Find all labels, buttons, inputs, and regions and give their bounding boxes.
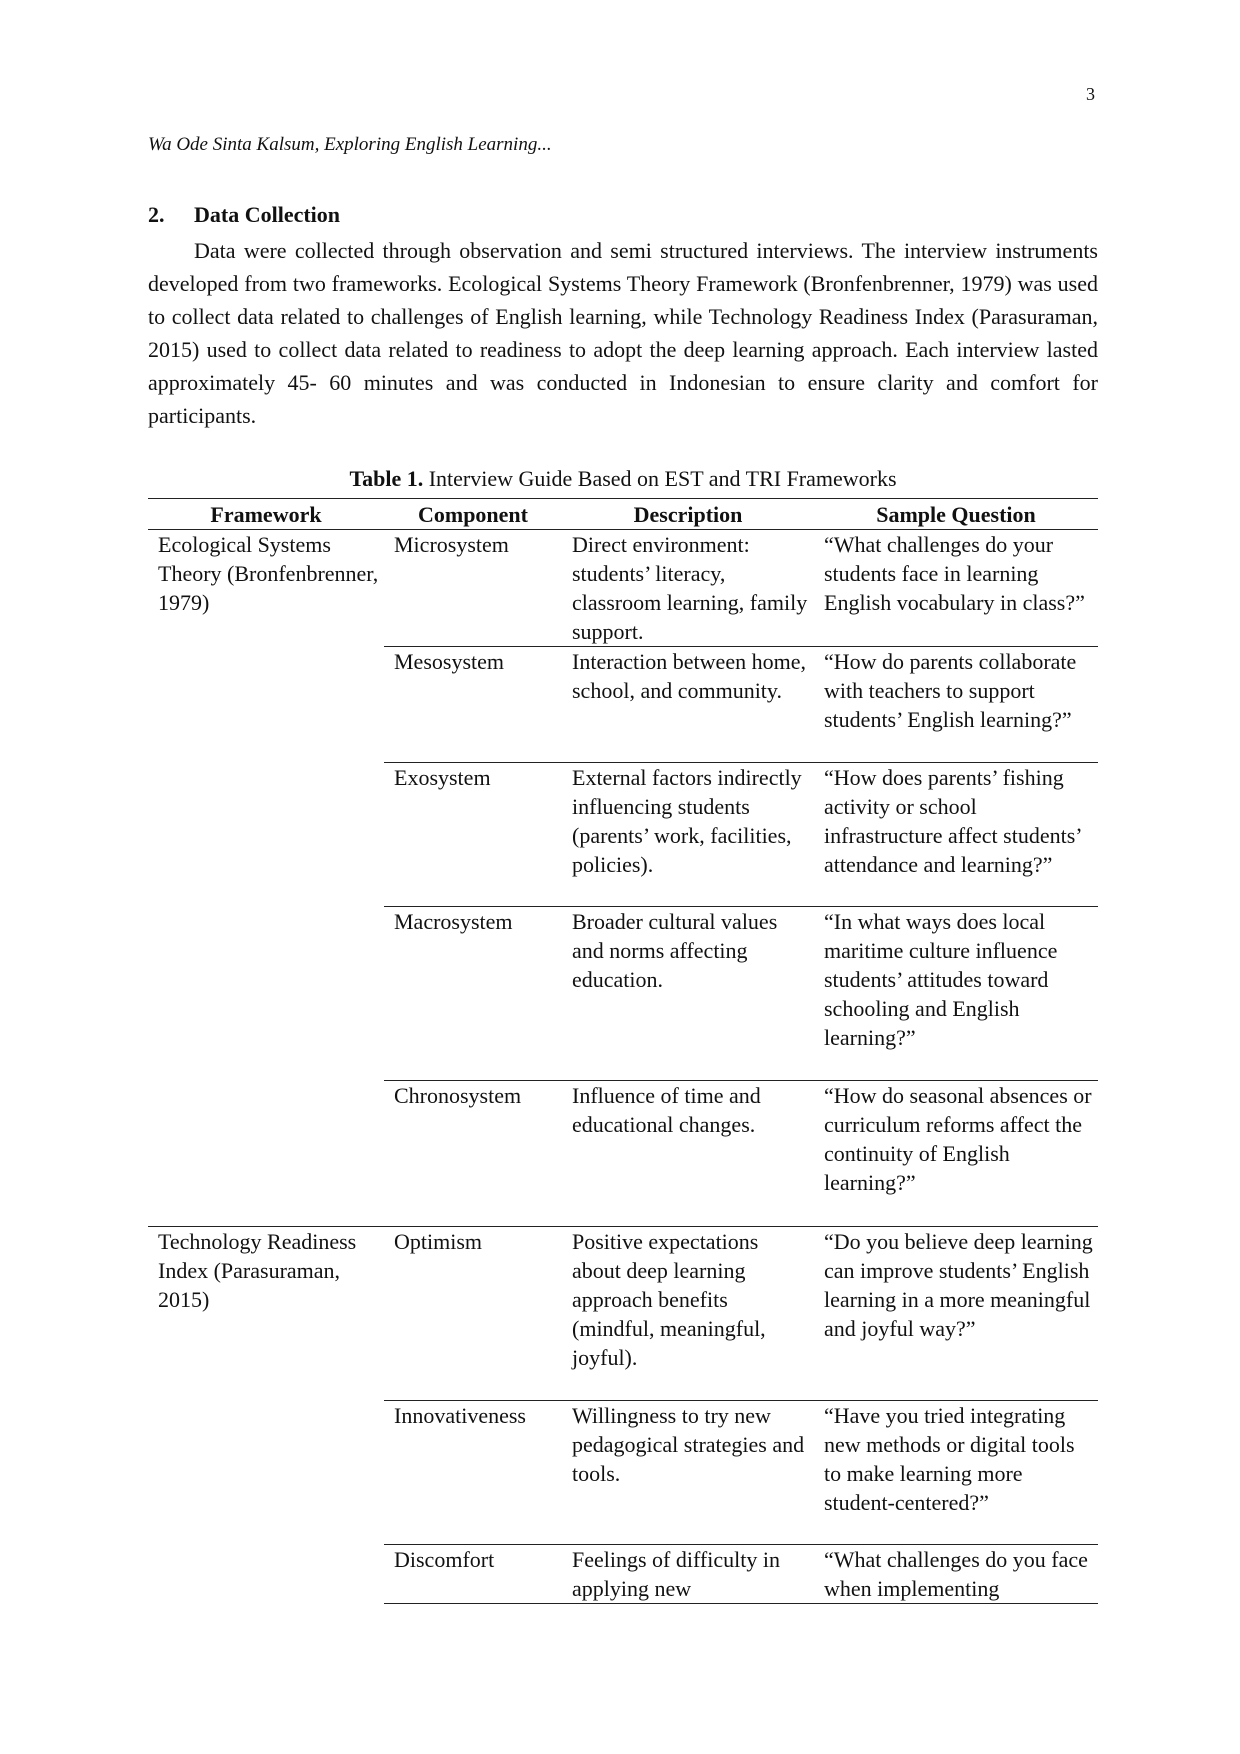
component-cell: Optimism — [384, 1227, 562, 1401]
data-collection-section — [148, 202, 1098, 432]
description-cell: External factors indirectly influencing students (parents’ work, facilities, policies). — [562, 763, 814, 907]
section-number: 2. — [148, 202, 165, 227]
description-cell: Direct environment: students’ literacy, classroom learning, family support. — [572, 532, 808, 644]
table-caption-text: Interview Guide Based on EST and TRI Frameworks — [423, 466, 897, 491]
framework-cell: Ecological Systems Theory (Bronfenbrenner, 1979) — [158, 532, 379, 615]
question-cell: “In what ways does local maritime culture influence students’ attitudes toward schooling and English learning?” — [814, 907, 1098, 1081]
question-cell: “Have you tried integrating new methods or digital tools to make learning more student-centered?” — [814, 1401, 1098, 1545]
interview-guide-table — [148, 498, 1098, 1604]
header-component: Component — [384, 499, 562, 530]
section-paragraph: Data were collected through observation and semi structured interviews. The interview instruments developed from two frameworks. Ecological Systems Theory Framework (Bronfenbrenner, 1979) was used to collect data related to challenges of English learning, while Technology Readiness Index (Parasuraman, 2015) used to collect data related to readiness to adopt the deep learning approach. Each interview lasted approximately 45- 60 minutes and was conducted in Indonesian to ensure clarity and comfort for participants. — [148, 238, 1098, 428]
question-cell: “What challenges do you face when implementing — [814, 1545, 1098, 1604]
description-cell: Positive expectations about deep learning approach benefits (mindful, meaningful, joyful). — [562, 1227, 814, 1401]
question-cell: “How do seasonal absences or curriculum reforms affect the continuity of English learning?” — [814, 1081, 1098, 1227]
section-heading — [148, 202, 1098, 228]
question-cell: “What challenges do your students face in learning English vocabulary in class?” — [824, 532, 1085, 615]
section-title: Data Collection — [194, 202, 341, 227]
running-header: Wa Ode Sinta Kalsum, Exploring English Learning... — [148, 134, 552, 155]
framework-cell: Technology Readiness Index (Parasuraman, 2015) — [148, 1227, 384, 1604]
table-caption — [148, 466, 1098, 492]
header-framework: Framework — [148, 499, 384, 530]
table-row — [148, 1227, 1098, 1401]
description-cell: Willingness to try new pedagogical strategies and tools. — [562, 1401, 814, 1545]
component-cell: Macrosystem — [384, 907, 562, 1081]
header-description: Description — [562, 499, 814, 530]
component-cell: Discomfort — [384, 1545, 562, 1604]
component-cell: Microsystem — [394, 532, 509, 557]
description-cell: Broader cultural values and norms affecting education. — [562, 907, 814, 1081]
description-cell: Interaction between home, school, and community. — [562, 647, 814, 763]
table-row — [148, 530, 1098, 647]
page-number: 3 — [1086, 84, 1095, 104]
description-cell: Feelings of difficulty in applying new — [562, 1545, 814, 1604]
question-cell: “How do parents collaborate with teachers to support students’ English learning?” — [814, 647, 1098, 763]
header-sample-question: Sample Question — [814, 499, 1098, 530]
component-cell: Innovativeness — [384, 1401, 562, 1545]
table-caption-label: Table 1. — [349, 466, 424, 491]
table-header-row — [148, 499, 1098, 530]
question-cell: “Do you believe deep learning can improve students’ English learning in a more meaningful and joyful way?” — [814, 1227, 1098, 1401]
description-cell: Influence of time and educational changes. — [562, 1081, 814, 1227]
component-cell: Mesosystem — [384, 647, 562, 763]
component-cell: Exosystem — [384, 763, 562, 907]
question-cell: “How does parents’ fishing activity or school infrastructure affect students’ attendance and learning?” — [814, 763, 1098, 907]
component-cell: Chronosystem — [384, 1081, 562, 1227]
